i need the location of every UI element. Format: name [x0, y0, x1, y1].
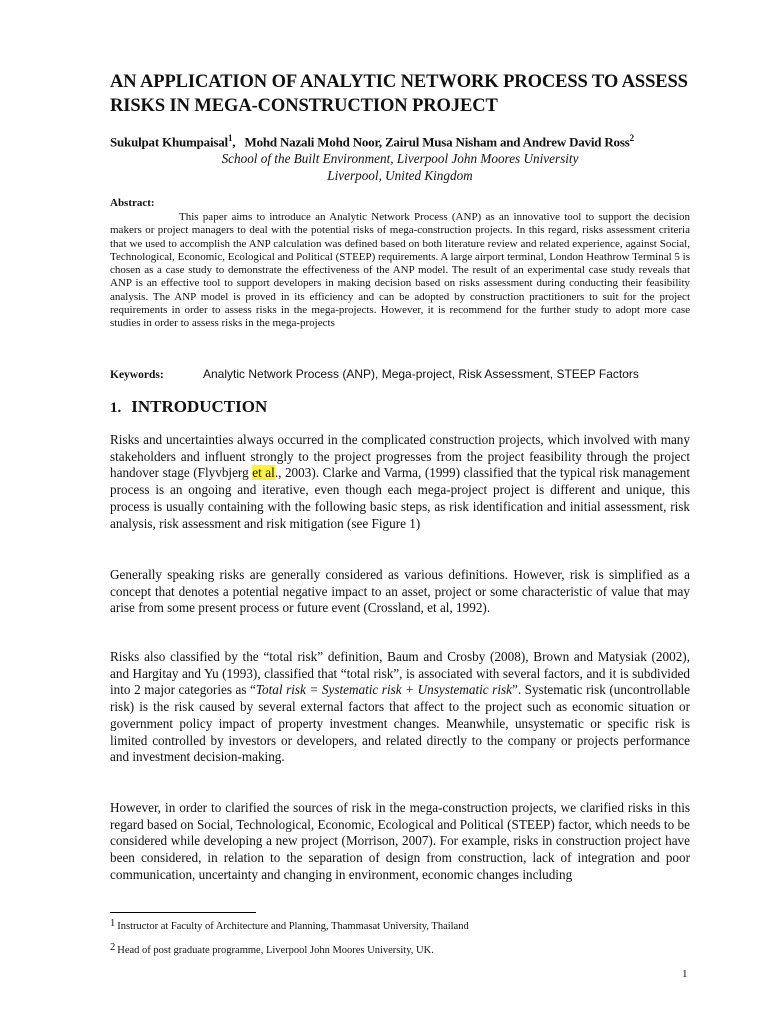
- keywords-value: Analytic Network Process (ANP), Mega-project, Risk Assessment, STEEP Factors: [203, 367, 639, 381]
- paper-title: AN APPLICATION OF ANALYTIC NETWORK PROCESS TO ASSESS RISKS IN MEGA-CONSTRUCTION PROJECT: [110, 72, 688, 116]
- paragraph-2: Generally speaking risks are generally considered as various definitions. However, risk is simplified as a concept that denotes a potential negative impact to an asset, project or some characteristic of value that may arise from some present process or future event (Crossland, et al, 1992).: [110, 567, 690, 616]
- affiliation-line-2: Liverpool, United Kingdom: [327, 168, 473, 183]
- footnote-mark: 2: [110, 942, 116, 953]
- footnote-2: $^2$ Head of post graduate programme, Liverpool John Moores University, UK.: [110, 942, 434, 956]
- abstract-text: This paper aims to introduce an Analytic Network Process (ANP) as an innovative tool to support the decision makers or project managers to deal with the potential risks of mega-construction projects. In this regard, risks assessment criteria that we used to accomplish the ANP calculation was defined based on both literature review and related experience, against Social, Technological, Economic, Ecological and Political (STEEP) requirements. A large airport terminal, London Heathrow Terminal 5 is chosen as a case study to demonstrate the effectiveness of the ANP model. The result of an experimental case study reveals that ANP is an effective tool to support developers in making decision based on risks assessment during conducting their feasibility analysis. The ANP model is proved in its efficiency and can be adopted by construction practitioners to suit for the project requirements in order to assess risks in the mega-projects. However, it is recommend for the further study to adopt more case studies in order to assess risks in the mega-projects: [110, 211, 690, 330]
- footnote-divider: [110, 912, 256, 913]
- footnote-mark: 2: [629, 133, 634, 143]
- affiliation-line-1: School of the Built Environment, Liverpool John Moores University: [221, 151, 579, 166]
- abstract-heading: Abstract:: [110, 197, 155, 209]
- page-number: 1: [682, 968, 688, 980]
- section-number: 1.: [110, 400, 122, 416]
- highlighted-text: et al: [252, 465, 275, 481]
- paragraph-1: Risks and uncertainties always occurred in the complicated construction projects, which involved with many stakeholders and influent strongly to the project progresses from the project feasibility through the project handover stage (Flyvbjerg et al., 2003). Clarke and Varma, (1999) classified that the typical risk management process is an ongoing and iterative, even though each mega-project project is different and unique, this process is usually containing with the following basic steps, as risk identification and initial assessment, risk analysis, risk assessment and risk mitigation (see Figure 1): [110, 432, 690, 531]
- paragraph-4: However, in order to clarified the sources of risk in the mega-construction projects, we clarified risks in this regard based on Social, Technological, Economic, Ecological and Political (STEEP) factor, which needs to be considered while developing a new project (Morrison, 2007). For example, risks in construction project have been considered, in relation to the separation of design from construction, lack of integration and poor communication, uncertainty and changing in environment, economic changes including: [110, 800, 690, 882]
- footnote-mark: 1: [110, 918, 116, 929]
- equation-text: Total risk = Systematic risk + Unsystematic risk: [255, 682, 512, 698]
- keywords-line: [110, 367, 690, 382]
- author-names: Mohd Nazali Mohd Noor, Zairul Musa Nisham and Andrew David Ross: [244, 134, 630, 150]
- section-title: INTRODUCTION: [131, 397, 268, 416]
- paragraph-3: Risks also classified by the “total risk” definition, Baum and Crosby (2008), Brown and Matysiak (2002), and Hargitay and Yu (1993), classified that “total risk”, is associated with several factors, and it is subdivided into 2 major categories as “Total risk = Systematic risk + Unsystematic risk”. Systematic risk (uncontrollable risk) is the risk caused by several external factors that affect to the project such as economic situation or government policy impact of property investment changes. Meanwhile, unsystematic or specific risk is limited controlled by investors or developers, and related directly to the company or projects performance and investment decision-making.: [110, 649, 690, 765]
- keywords-label: Keywords:: [110, 369, 164, 381]
- footnote-mark: 1: [227, 133, 233, 143]
- footnote-1: $^1$ Instructor at Faculty of Architecture and Planning, Thammasat University, Thailand: [110, 918, 469, 932]
- author-name: Sukulpat Khumpaisal: [110, 134, 228, 150]
- author-line: Sukulpat Khumpaisal$^1$, Mohd Nazali Mohd Noor, Zairul Musa Nisham and Andrew David Ross$^2$: [110, 133, 634, 150]
- section-heading: [110, 397, 267, 417]
